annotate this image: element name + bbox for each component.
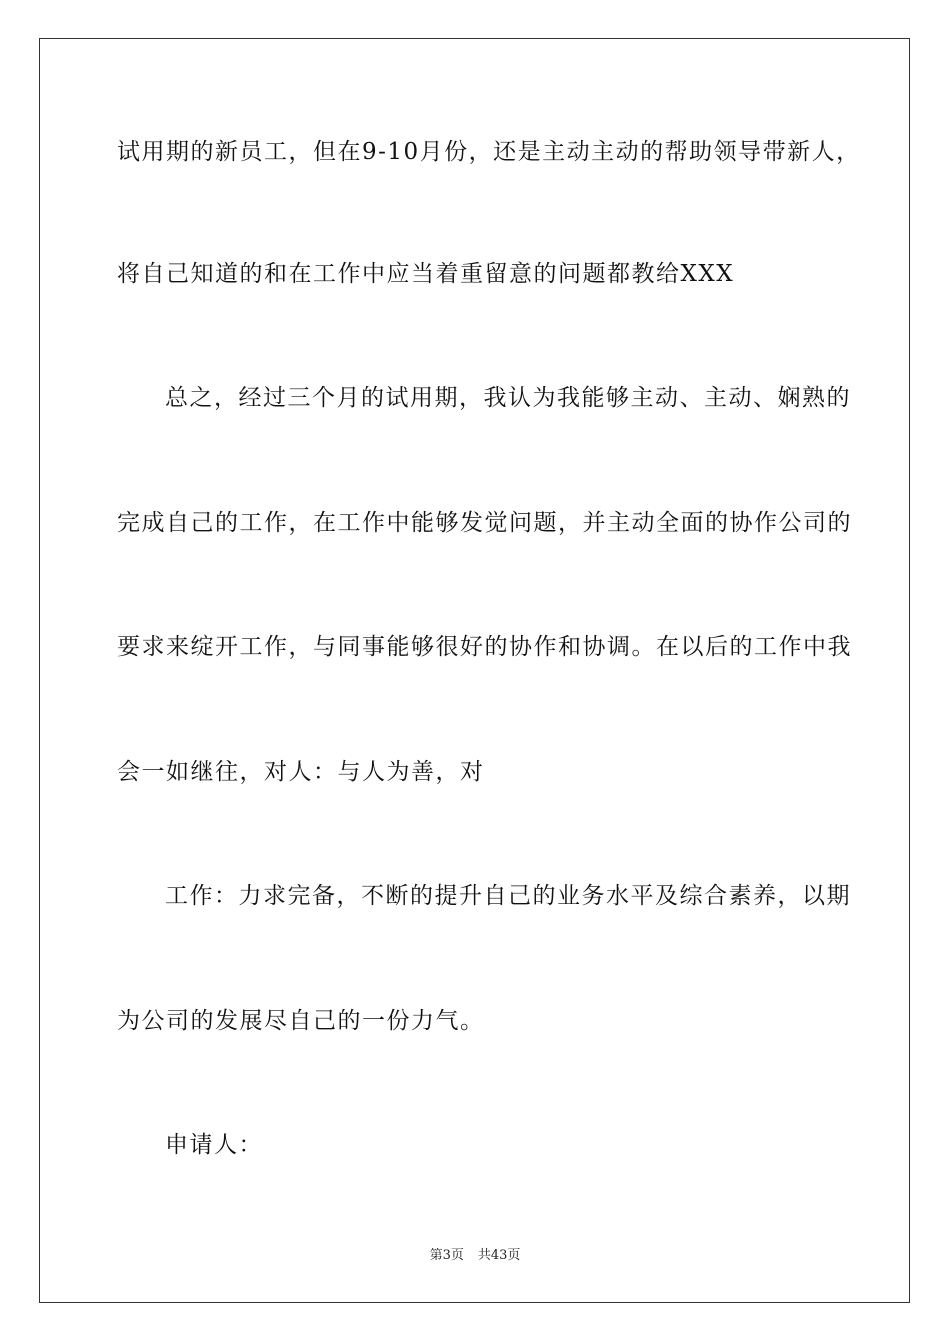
- total-pages: 共43页: [477, 1248, 521, 1263]
- body-text-line-6: 会一如继往，对人：与人为善，对: [117, 759, 485, 785]
- page-footer: [0, 1247, 950, 1265]
- body-text-line-7: 工作：力求完备，不断的提升自己的业务水平及综合素养，以期: [165, 883, 851, 909]
- body-text-line-4: 完成自己的工作，在工作中能够发觉问题，并主动全面的协作公司的: [117, 510, 852, 536]
- body-text-line-3: 总之，经过三个月的试用期，我认为我能够主动、主动、娴熟的: [165, 385, 851, 411]
- page-number: 第3页: [429, 1248, 464, 1263]
- body-text-line-2: 将自己知道的和在工作中应当着重留意的问题都教给XXX: [117, 261, 735, 287]
- applicant-label: 申请人：: [165, 1132, 263, 1158]
- body-text-line-8: 为公司的发展尽自己的一份力气。: [117, 1008, 485, 1034]
- body-text-line-5: 要求来绽开工作，与同事能够很好的协作和协调。在以后的工作中我: [117, 634, 852, 660]
- body-text-line-1: 试用期的新员工，但在9-10月份，还是主动主动的帮助领导带新人，: [117, 139, 861, 165]
- page-border: [39, 38, 910, 1303]
